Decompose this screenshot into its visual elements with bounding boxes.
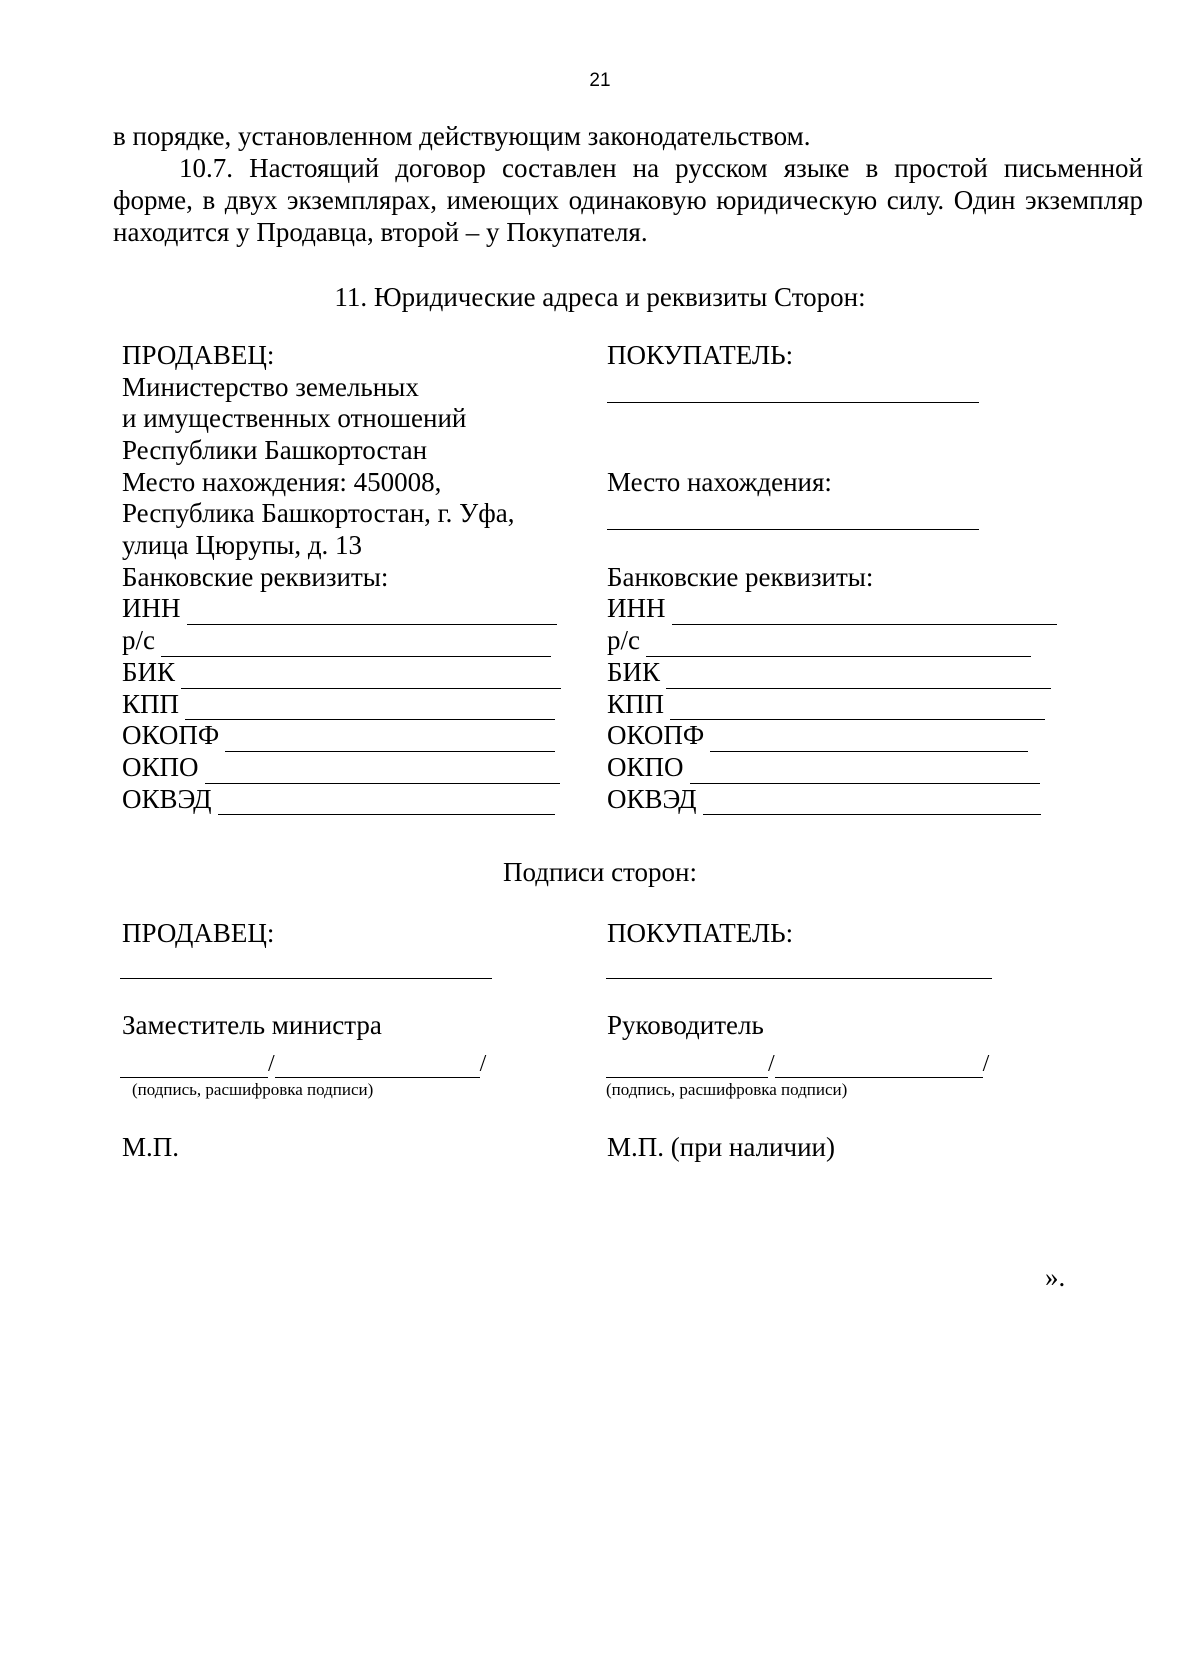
seller-field-account xyxy=(122,625,582,657)
seller-bik-blank xyxy=(181,664,561,689)
buyer-name-blank xyxy=(775,1055,983,1078)
buyer-field-label: ОКПО xyxy=(607,751,684,782)
page-number: 21 xyxy=(589,70,611,91)
seller-name-blank xyxy=(275,1055,480,1078)
seller-slash-1: / xyxy=(268,1051,275,1077)
buyer-sign-blank xyxy=(606,1055,768,1078)
seller-slash-2: / xyxy=(479,1051,487,1077)
buyer-inn-blank xyxy=(672,600,1057,625)
buyer-position: Руководитель xyxy=(607,1010,764,1040)
buyer-field-label: ОКОПФ xyxy=(607,720,705,751)
seller-name-line-2: и имущественных отношений xyxy=(122,403,467,434)
paragraph-continuation: в порядке, установленном действующим законодательством. xyxy=(113,121,811,151)
seller-field-label: ОКОПФ xyxy=(122,720,220,751)
seller-address-line-1: Место нахождения: 450008, xyxy=(122,466,442,497)
spacer xyxy=(607,530,1067,562)
buyer-okpo-blank xyxy=(690,759,1040,784)
seller-signature-line xyxy=(120,978,492,979)
buyer-field-bik xyxy=(607,657,1067,689)
buyer-requisites xyxy=(607,340,1067,815)
seller-field-label: ИНН xyxy=(122,593,181,624)
seller-field-label: р/с xyxy=(122,625,155,656)
seller-signature-heading: ПРОДАВЕЦ: xyxy=(122,918,275,948)
buyer-field-label: р/с xyxy=(607,625,640,656)
buyer-field-account xyxy=(607,625,1067,657)
closing-quote-mark: ». xyxy=(1045,1262,1066,1292)
buyer-slash-2: / xyxy=(982,1051,990,1077)
seller-field-label: ОКПО xyxy=(122,751,199,782)
buyer-signature-line xyxy=(606,978,992,979)
buyer-bank-heading: Банковские реквизиты: xyxy=(607,561,874,592)
buyer-stamp: М.П. (при наличии) xyxy=(607,1132,835,1162)
buyer-okopf-blank xyxy=(710,727,1028,752)
seller-inn-blank xyxy=(187,600,557,625)
buyer-address-line xyxy=(607,498,1067,530)
seller-field-inn xyxy=(122,594,582,626)
signatures-title: Подписи сторон: xyxy=(503,857,697,887)
seller-field-label: БИК xyxy=(122,656,176,687)
buyer-field-label: ОКВЭД xyxy=(607,783,697,814)
paragraph-10-7: 10.7. Настоящий договор составлен на русском языке в простой письменной форме, в двух экземплярах, имеющих одинаковую юридическую силу. Один экземпляр находится у Продавца, второй – у Покупателя. xyxy=(113,153,1143,247)
buyer-field-okopf xyxy=(607,720,1067,752)
seller-position: Заместитель министра xyxy=(122,1010,382,1040)
seller-field-label: ОКВЭД xyxy=(122,783,212,814)
buyer-address-label: Место нахождения: xyxy=(607,466,832,497)
seller-bank-heading: Банковские реквизиты: xyxy=(122,561,389,592)
seller-heading: ПРОДАВЕЦ: xyxy=(122,339,275,370)
buyer-kpp-blank xyxy=(670,695,1045,720)
buyer-address-blank xyxy=(607,529,979,530)
buyer-signature-caption: (подпись, расшифровка подписи) xyxy=(606,1080,848,1099)
seller-kpp-blank xyxy=(185,695,555,720)
buyer-field-inn xyxy=(607,594,1067,626)
buyer-field-okved xyxy=(607,784,1067,816)
seller-account-blank xyxy=(161,632,551,657)
buyer-field-label: КПП xyxy=(607,688,665,719)
buyer-field-label: ИНН xyxy=(607,593,666,624)
seller-field-bik xyxy=(122,657,582,689)
buyer-bik-blank xyxy=(666,664,1051,689)
buyer-signature-heading: ПОКУПАТЕЛЬ: xyxy=(607,918,794,948)
seller-field-okopf xyxy=(122,720,582,752)
buyer-heading: ПОКУПАТЕЛЬ: xyxy=(607,339,794,370)
buyer-field-label: БИК xyxy=(607,656,661,687)
seller-address-line-2: Республика Башкортостан, г. Уфа, xyxy=(122,498,515,529)
seller-signature-slash-row xyxy=(120,1050,486,1078)
buyer-field-kpp xyxy=(607,689,1067,721)
buyer-field-okpo xyxy=(607,752,1067,784)
spacer xyxy=(607,435,1067,467)
buyer-signature-slash-row xyxy=(606,1050,989,1078)
spacer xyxy=(607,403,1067,435)
buyer-name-line xyxy=(607,372,1067,404)
seller-okpo-blank xyxy=(205,759,560,784)
seller-requisites xyxy=(122,340,582,815)
section-title: 11. Юридические адреса и реквизиты Сторон: xyxy=(334,282,866,312)
seller-name-line-1: Министерство земельных xyxy=(122,371,419,402)
buyer-slash-1: / xyxy=(768,1051,775,1077)
seller-field-okpo xyxy=(122,752,582,784)
seller-okved-blank xyxy=(218,790,555,815)
buyer-account-blank xyxy=(646,632,1031,657)
seller-address-line-3: улица Цюрупы, д. 13 xyxy=(122,530,363,561)
seller-okopf-blank xyxy=(225,727,555,752)
seller-sign-blank xyxy=(120,1055,268,1078)
seller-field-okved xyxy=(122,784,582,816)
buyer-okved-blank xyxy=(703,790,1041,815)
seller-signature-caption: (подпись, расшифровка подписи) xyxy=(132,1080,374,1099)
buyer-name-blank xyxy=(607,402,979,403)
seller-name-line-3: Республики Башкортостан xyxy=(122,435,428,466)
seller-field-label: КПП xyxy=(122,688,180,719)
seller-stamp: М.П. xyxy=(122,1132,180,1162)
seller-field-kpp xyxy=(122,689,582,721)
